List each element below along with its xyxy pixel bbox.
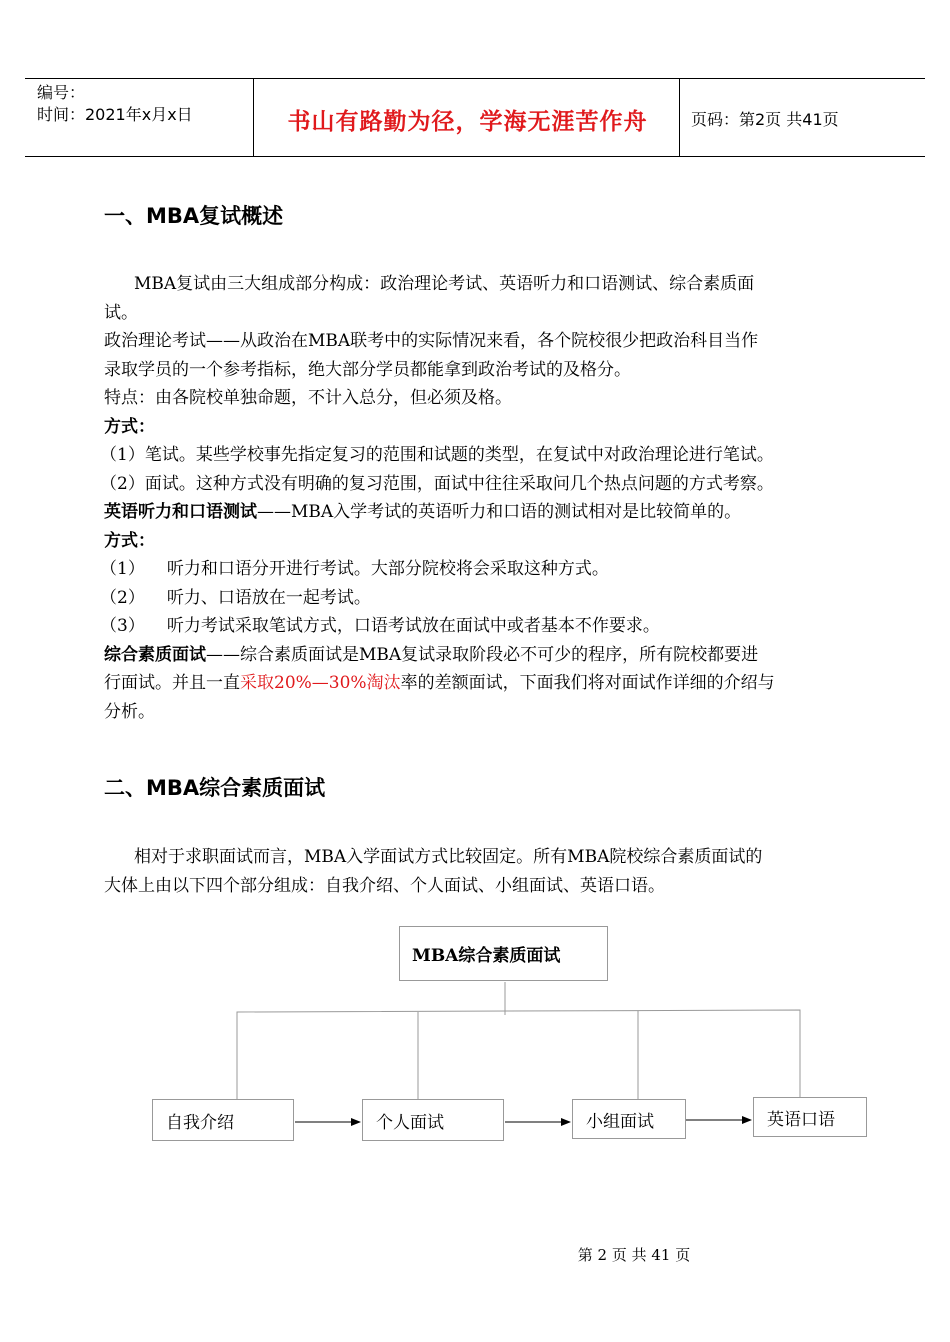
interview-label: 综合素质面试	[104, 644, 206, 665]
section2-title: 二、MBA综合素质面试	[104, 776, 326, 800]
section2-line: 相对于求职面试而言，MBA入学面试方式比较固定。所有MBA院校综合素质面试的	[134, 847, 763, 867]
eng-item-text: 听力、口语放在一起考试。	[166, 587, 371, 608]
header-page-info: 页码：第2页 共41页	[691, 110, 839, 129]
diagram-step-box: 自我介绍	[152, 1099, 294, 1141]
eng-item-num: （1）	[100, 559, 145, 579]
eng-item-text: 听力和口语分开进行考试。大部分院校将会采取这种方式。	[166, 559, 609, 579]
code-label: 编号：	[37, 83, 86, 102]
method-label: 方式：	[104, 416, 155, 437]
header-motto: 书山有路勤为径，学海无涯苦作舟	[287, 108, 648, 135]
interview-line: 分析。	[104, 701, 155, 722]
diagram-step-box: 英语口语	[753, 1097, 867, 1137]
eng-item-num: （3）	[100, 616, 145, 636]
page-footer: 第 2 页 共 41 页	[577, 1246, 691, 1264]
interview-text: 率的差额面试，下面我们将对面试作详细的介绍与	[400, 673, 775, 693]
english-text: ——MBA入学考试的英语听力和口语的测试相对是比较简单的。	[257, 502, 742, 522]
method-item: （2）面试。这种方式没有明确的复习范围，面试中往往采取问几个热点问题的方式考察。	[100, 473, 774, 494]
diagram-root-box: MBA综合素质面试	[399, 926, 608, 981]
interview-text: ——综合素质面试是MBA复试录取阶段必不可少的程序，所有院校都要进	[206, 644, 759, 665]
feature-line: 特点：由各院校单独命题，不计入总分，但必须及格。	[104, 388, 512, 408]
section1-title: 一、MBA复试概述	[104, 204, 284, 228]
method-label: 方式：	[104, 530, 155, 551]
diagram-step-box: 个人面试	[362, 1099, 504, 1141]
politics-line: 录取学员的一个参考指标，绝大部分学员都能拿到政治考试的及格分。	[104, 359, 631, 380]
intro-line: MBA复试由三大组成部分构成：政治理论考试、英语听力和口语测试、综合素质面	[134, 274, 755, 294]
diagram-step-box: 小组面试	[572, 1099, 686, 1139]
english-label: 英语听力和口语测试	[104, 502, 257, 522]
elimination-rate: 采取20%—30%淘汰	[240, 673, 401, 693]
time-label: 时间：2021年x月x日	[37, 105, 193, 124]
eng-item-text: 听力考试采取笔试方式，口语考试放在面试中或者基本不作要求。	[166, 616, 660, 636]
politics-line: 政治理论考试——从政治在MBA联考中的实际情况来看，各个院校很少把政治科目当作	[104, 331, 759, 351]
eng-item-num: （2）	[100, 587, 145, 608]
interview-text: 行面试。并且一直	[104, 673, 240, 693]
intro-line: 试。	[104, 302, 138, 323]
method-item: （1）笔试。某些学校事先指定复习的范围和试题的类型，在复试中对政治理论进行笔试。	[100, 445, 774, 465]
section2-line: 大体上由以下四个部分组成：自我介绍、个人面试、小组面试、英语口语。	[104, 875, 665, 896]
